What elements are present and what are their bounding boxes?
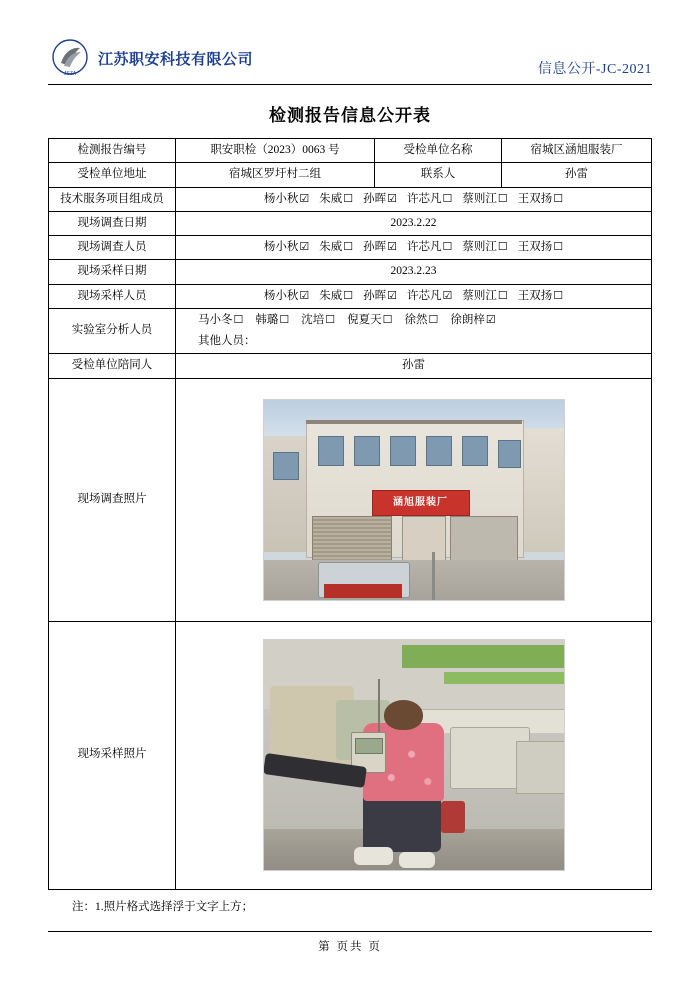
- checkbox-icon[interactable]: ☐: [497, 241, 508, 253]
- list-item: 蔡则江☐: [462, 191, 507, 208]
- checkbox-icon[interactable]: ☑: [299, 289, 310, 302]
- document-code: 信息公开-JC-2021: [537, 62, 652, 77]
- client-name-value: 宿城区涵旭服装厂: [502, 139, 652, 163]
- checkbox-icon[interactable]: ☐: [497, 192, 508, 205]
- survey-date-label: 现场调查日期: [49, 211, 176, 235]
- table-row-survey-date: [49, 211, 652, 235]
- list-item: 许芯凡☐: [407, 239, 452, 256]
- contact-label: 联系人: [375, 163, 502, 187]
- checkbox-icon[interactable]: ☑: [387, 241, 397, 253]
- photo-survey-cell: [176, 378, 652, 621]
- sampling-persons-list: [180, 288, 647, 305]
- list-item: 孙晖☑: [363, 191, 397, 208]
- survey-persons-list: [180, 239, 647, 256]
- address-value: 宿城区罗圩村二组: [176, 163, 375, 187]
- list-item: 蔡则江☐: [462, 239, 507, 256]
- checkbox-icon[interactable]: ☐: [442, 192, 453, 205]
- shop-sign: 涵旭服装厂: [372, 490, 470, 516]
- checkbox-icon[interactable]: ☑: [387, 289, 397, 302]
- checkbox-icon[interactable]: ☐: [233, 313, 244, 326]
- team-members-list: [180, 191, 647, 208]
- list-item: 朱威☐: [319, 191, 353, 208]
- survey-person-label: 现场调查人员: [49, 236, 176, 260]
- address-label: 受检单位地址: [49, 163, 176, 187]
- client-name-label: 受检单位名称: [375, 139, 502, 163]
- table-row-sampling-photo: [49, 621, 652, 889]
- report-no-value: 职安职检（2023）0063 号: [176, 139, 375, 163]
- checkbox-icon[interactable]: ☐: [343, 241, 354, 253]
- checkbox-icon[interactable]: ☑: [387, 192, 397, 205]
- lab-persons-block: [180, 312, 647, 351]
- svg-text:JSZA: JSZA: [63, 71, 77, 77]
- list-item: 倪夏天☐: [347, 312, 392, 329]
- survey-date-value: 2023.2.22: [176, 211, 652, 235]
- table-row-survey-person: [49, 236, 652, 260]
- photo-survey-label: 现场调查照片: [49, 378, 176, 621]
- survey-persons-cell: [176, 236, 652, 260]
- page-header: [48, 28, 652, 85]
- list-item: 孙晖☑: [363, 288, 397, 305]
- header-left: [48, 36, 253, 80]
- contact-value: 孙雷: [502, 163, 652, 187]
- list-item: 许芯凡☐: [407, 191, 452, 208]
- info-table: [48, 138, 652, 890]
- table-row-escort: [49, 354, 652, 378]
- sampling-photo-image: [263, 639, 565, 871]
- table-row-report-no: [49, 139, 652, 163]
- sampling-date-value: 2023.2.23: [176, 260, 652, 284]
- sampling-persons-cell: [176, 284, 652, 308]
- list-item: 朱威☐: [319, 288, 353, 305]
- table-row-sampling-date: [49, 260, 652, 284]
- photo-sampling-cell: [176, 621, 652, 889]
- list-item: 许芯凡☑: [407, 288, 452, 305]
- list-item: 王双扬☐: [518, 288, 563, 305]
- table-row-team: [49, 187, 652, 211]
- checkbox-icon[interactable]: ☐: [343, 192, 354, 205]
- checkbox-icon[interactable]: ☑: [442, 289, 453, 302]
- photo-sampling-label: 现场采样照片: [49, 621, 176, 889]
- page-title: 检测报告信息公开表: [269, 106, 431, 125]
- team-label: 技术服务项目组成员: [49, 187, 176, 211]
- checkbox-icon[interactable]: ☐: [325, 313, 336, 326]
- checkbox-icon[interactable]: ☐: [497, 289, 508, 302]
- escort-label: 受检单位陪同人: [49, 354, 176, 378]
- checkbox-icon[interactable]: ☐: [553, 192, 564, 205]
- list-item: 杨小秋☑: [264, 288, 309, 305]
- table-row-sampling-person: [49, 284, 652, 308]
- company-logo-icon: [48, 36, 92, 80]
- company-name: 江苏职安科技有限公司: [98, 51, 254, 68]
- list-item: 韩璐☐: [255, 312, 289, 329]
- list-item: 徐朗梓☑: [450, 312, 495, 329]
- checkbox-icon[interactable]: ☐: [553, 241, 564, 253]
- checkbox-icon[interactable]: ☐: [428, 313, 439, 326]
- sampling-date-label: 现场采样日期: [49, 260, 176, 284]
- lab-label: 实验室分析人员: [49, 308, 176, 354]
- sampling-person-label: 现场采样人员: [49, 284, 176, 308]
- list-item: 沈培☐: [301, 312, 335, 329]
- list-item: 马小冬☐: [198, 312, 243, 329]
- list-item: 朱威☐: [319, 239, 353, 256]
- report-no-label: 检测报告编号: [49, 139, 176, 163]
- table-row-lab: [49, 308, 652, 354]
- list-item: 王双扬☐: [518, 239, 563, 256]
- lab-persons-list: [198, 312, 647, 329]
- list-item: 王双扬☐: [518, 191, 563, 208]
- table-row-address: [49, 163, 652, 187]
- escort-value: 孙雷: [176, 354, 652, 378]
- checkbox-icon[interactable]: ☐: [279, 313, 290, 326]
- lab-other-label: 其他人员：: [198, 335, 256, 347]
- survey-photo-image: [263, 399, 565, 601]
- checkbox-icon[interactable]: ☐: [553, 289, 564, 302]
- list-item: 杨小秋☑: [264, 239, 309, 256]
- page-footer: 第 页共 页: [48, 931, 652, 954]
- checkbox-icon[interactable]: ☐: [442, 241, 453, 253]
- checkbox-icon[interactable]: ☐: [343, 289, 354, 302]
- table-note: 注：1.照片格式选择浮于文字上方；: [72, 900, 254, 913]
- checkbox-icon[interactable]: ☑: [299, 241, 310, 253]
- list-item: 杨小秋☑: [264, 191, 309, 208]
- list-item: 徐然☐: [405, 312, 439, 329]
- checkbox-icon[interactable]: ☑: [299, 192, 310, 205]
- team-members-cell: [176, 187, 652, 211]
- table-row-survey-photo: [49, 378, 652, 621]
- lab-persons-cell: [176, 308, 652, 354]
- list-item: 蔡则江☐: [462, 288, 507, 305]
- checkbox-icon[interactable]: ☐: [382, 313, 393, 326]
- checkbox-icon[interactable]: ☑: [485, 313, 496, 326]
- list-item: 孙晖☑: [363, 239, 397, 256]
